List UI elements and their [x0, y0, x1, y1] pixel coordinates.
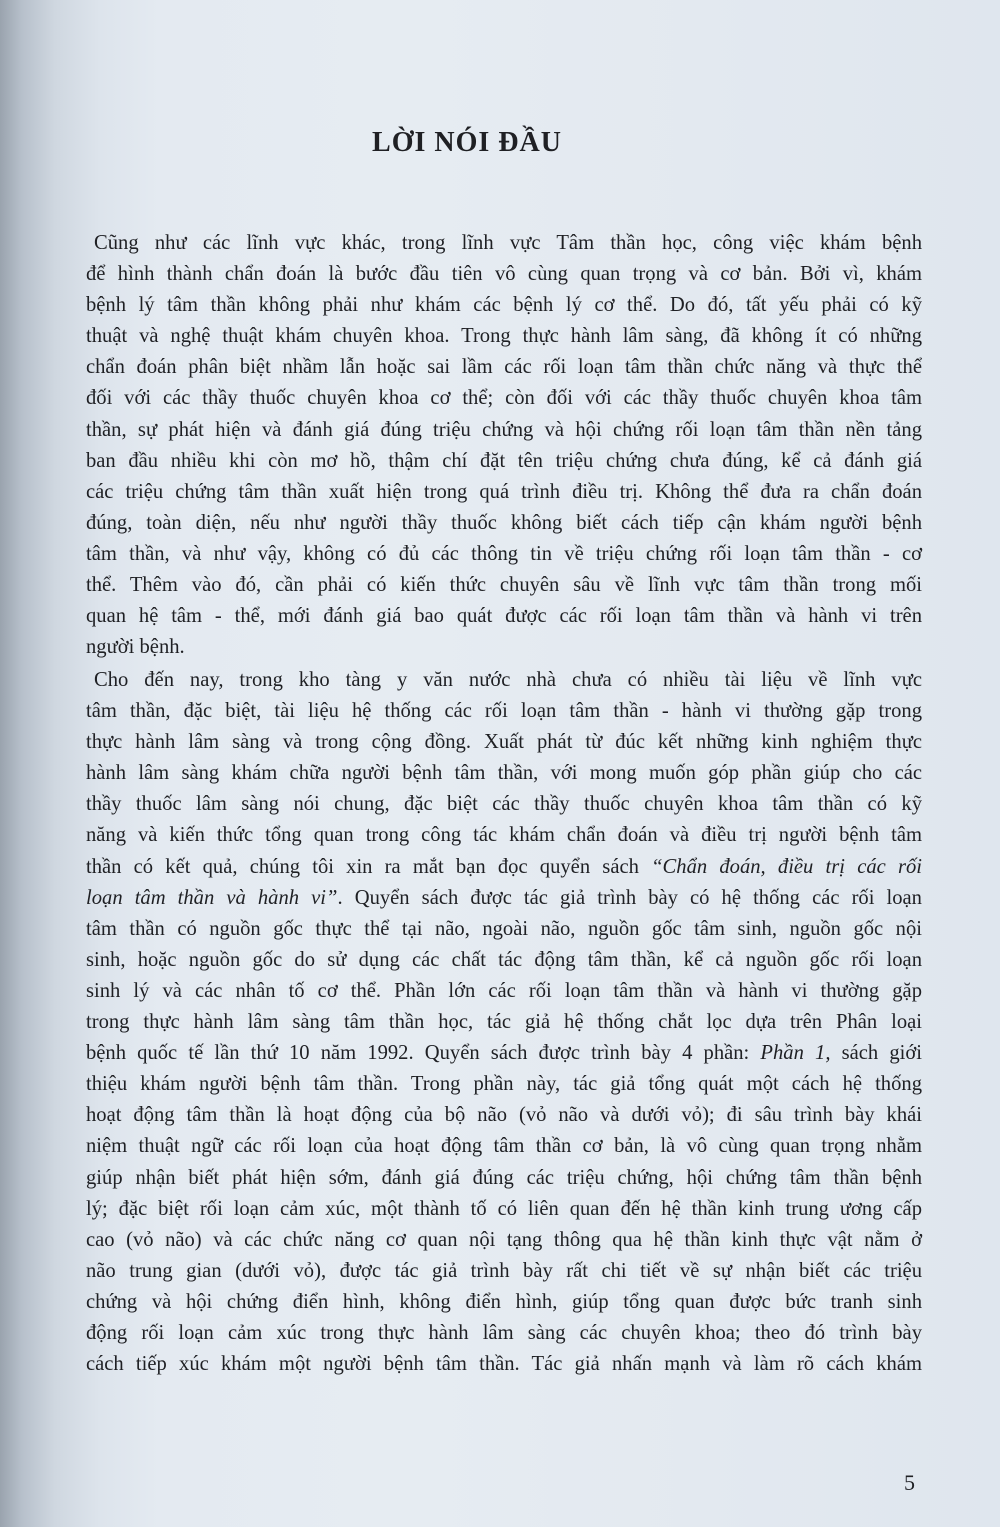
text-run: bệnh quốc tế lần thứ 10 năm 1992. Quyển sách được trình bày 4 phần: [86, 1042, 761, 1065]
paragraph-1 [86, 228, 922, 663]
text-line: thần, sự phát hiện và đánh giá đúng triệu chứng và hội chứng rối loạn tâm thần nền tảng [86, 418, 922, 441]
text-line [86, 1038, 922, 1069]
text-line: Cũng như các lĩnh vực khác, trong lĩnh vực Tâm thần học, công việc khám bệnh [94, 232, 922, 254]
text-line: đối với các thầy thuốc chuyên khoa cơ thể; còn đối với các thầy thuốc chuyên khoa tâm [86, 387, 922, 410]
text-line: tâm thần có nguồn gốc thực thể tại não, ngoài não, nguồn gốc tâm sinh, nguồn gốc nội [86, 917, 922, 940]
text-line: đúng, toàn diện, nếu như người thầy thuốc không biết cách tiếp cận khám người bệnh [86, 511, 922, 534]
text-line: thể. Thêm vào đó, cần phải có kiến thức chuyên sâu về lĩnh vực tâm thần trong mối [86, 574, 922, 597]
text-line: bệnh lý tâm thần không phải như khám các bệnh lý cơ thể. Do đó, tất yếu phải có kỹ [86, 294, 922, 317]
book-title-italic: “Chẩn đoán, điều trị các rối [651, 855, 922, 878]
text-line: để hình thành chẩn đoán là bước đầu tiên vô cùng quan trọng và cơ bản. Bởi vì, khám [86, 263, 922, 286]
text-line: giúp nhận biết phát hiện sớm, đánh giá đúng các triệu chứng, hội chứng tâm thần bệnh [86, 1166, 922, 1189]
text-line: niệm thuật ngữ các rối loạn của hoạt động tâm thần cơ bản, là vô cùng quan trọng nhằm [86, 1135, 922, 1158]
page-title: LỜI NÓI ĐẦU [372, 127, 562, 158]
book-title-italic: loạn tâm thần và hành vi” [86, 886, 338, 909]
text-line: thầy thuốc lâm sàng nói chung, đặc biệt các thầy thuốc chuyên khoa tâm thần có kỹ [86, 793, 922, 816]
text-line: lý; đặc biệt rối loạn cảm xúc, một thành tố có liên quan đến hệ thần kinh trung ương cấp [86, 1197, 922, 1220]
text-line: Cho đến nay, trong kho tàng y văn nước nhà chưa có nhiều tài liệu về lĩnh vực [94, 669, 922, 691]
text-run: thần có kết quả, chúng tôi xin ra mắt bạn đọc quyển sách [86, 855, 652, 878]
text-line: não trung gian (dưới vỏ), được tác giả trình bày rất chi tiết về sự nhận biết các triệu [86, 1259, 922, 1282]
text-line: trong thực hành lâm sàng tâm thần học, tác giả hệ thống chắt lọc dựa trên Phân loại [86, 1011, 922, 1034]
text-line: sinh, hoặc nguồn gốc do sử dụng các chất tác động tâm thần, kể cả nguồn gốc rối loạn [86, 948, 922, 971]
text-line: hoạt động tâm thần là hoạt động của bộ não (vỏ não và dưới vỏ); đi sâu trình bày khái [86, 1104, 922, 1127]
text-line: cao (vỏ não) và các chức năng cơ quan nội tạng thông qua hệ thần kinh thực vật nằm ở [86, 1228, 922, 1251]
paragraph-2 [86, 665, 922, 1380]
text-line: thuật và nghệ thuật khám chuyên khoa. Trong thực hành lâm sàng, đã không ít có những [86, 325, 922, 348]
text-line: năng và kiến thức tổng quan trong công tác khám chẩn đoán và điều trị người bệnh tâm [86, 824, 922, 847]
text-line: chẩn đoán phân biệt nhầm lẫn hoặc sai lầm các rối loạn tâm thần chức năng và thực thể [86, 356, 922, 379]
text-line: sinh lý và các nhân tố cơ thể. Phần lớn các rối loạn tâm thần và hành vi thường gặp [86, 979, 922, 1002]
text-run: sách giới [830, 1042, 922, 1065]
text-line [86, 883, 922, 914]
text-line: hành lâm sàng khám chữa người bệnh tâm thần, với mong muốn góp phần giúp cho các [86, 762, 922, 785]
text-line: tâm thần, đặc biệt, tài liệu hệ thống các rối loạn tâm thần - hành vi thường gặp trong [86, 700, 922, 723]
text-line: tâm thần, và như vậy, không có đủ các thông tin về triệu chứng rối loạn tâm thần - cơ [86, 542, 922, 565]
text-line: quan hệ tâm - thể, mới đánh giá bao quát được các rối loạn tâm thần và hành vi trên [86, 605, 922, 628]
text-line [86, 852, 922, 883]
text-line: các triệu chứng tâm thần xuất hiện trong quá trình điều trị. Không thể đưa ra chẩn đoán [86, 480, 922, 503]
text-run: . Quyển sách được tác giả trình bày có hệ thống các rối loạn [337, 886, 922, 909]
text-line: chứng và hội chứng điển hình, không điển hình, giúp tổng quan được bức tranh sinh [86, 1290, 922, 1313]
text-line: động rối loạn cảm xúc trong thực hành lâm sàng các chuyên khoa; theo đó trình bày [86, 1321, 922, 1344]
text-line: ban đầu nhiều khi còn mơ hồ, thậm chí đặt tên triệu chứng chưa đúng, kể cả đánh giá [86, 449, 922, 472]
text-line: cách tiếp xúc khám một người bệnh tâm thần. Tác giả nhấn mạnh và làm rõ cách khám [86, 1353, 922, 1376]
text-line: người bệnh. [86, 636, 185, 659]
page-number: 5 [904, 1470, 915, 1495]
text-line: thực hành lâm sàng và trong cộng đồng. Xuất phát từ đúc kết những kinh nghiệm thực [86, 731, 922, 754]
part-label-italic: Phần 1, [760, 1042, 831, 1065]
text-line: thiệu khám người bệnh tâm thần. Trong phần này, tác giả tổng quát một cách hệ thống [86, 1073, 922, 1096]
